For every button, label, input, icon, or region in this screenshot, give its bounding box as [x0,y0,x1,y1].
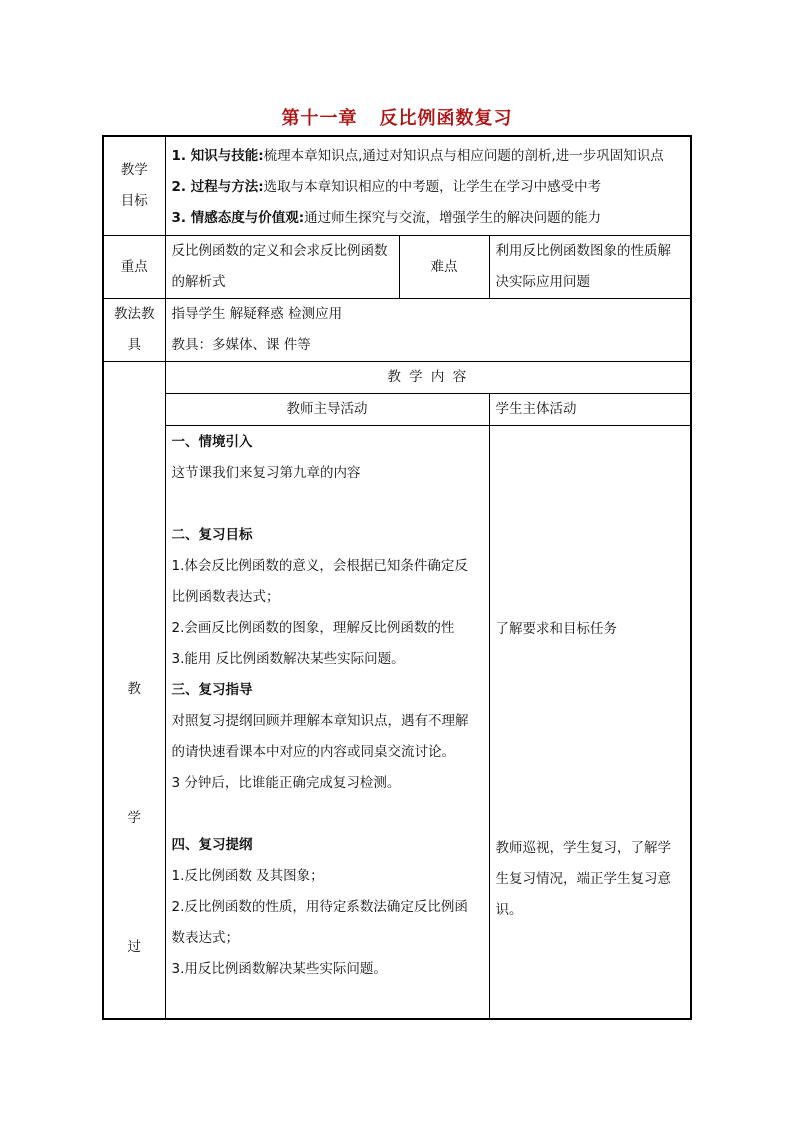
section-2-line: 2.会画反比例函数的图象，理解反比例函数的性 [171,620,455,637]
student-activity-2-line: 生复习情况，端正学生复习意 [495,871,671,888]
difficulty-content [489,236,691,299]
section-4-line: 2.反比例函数的性质，用待定系数法确定反比例函 [171,899,468,916]
chapter-topic: 反比例函数复习 [379,108,513,129]
methods-row [103,299,691,362]
student-activity-2-line: 识。 [495,902,523,919]
objectives-label-line2: 目标 [120,193,148,209]
methods-label-line2: 具 [127,337,141,353]
student-activity-content [489,426,691,1019]
section-1-text: 这节课我们来复习第九章的内容 [171,465,361,482]
section-2-line: 1.体会反比例函数的意义，会根据已知条件确定反 [171,558,468,575]
methods-content [165,299,691,362]
activity-header-row [103,394,691,426]
process-label-char-3: 过 [127,939,141,955]
keypoints-row [103,236,691,299]
difficulty-label: 难点 [399,236,489,299]
content-header: 教 学 内 容 [165,362,691,394]
methods-label [103,299,165,362]
student-activity-1: 了解要求和目标任务 [495,621,617,638]
key-line2: 的解析式 [171,274,226,290]
teacher-activity-content [165,426,489,1019]
section-4-title: 四、复习提纲 [171,837,253,854]
methods-line1: 指导学生 解疑释惑 检测应用 [171,306,343,322]
lesson-plan-table [102,135,692,1020]
section-2-line: 比例函数表达式； [171,589,280,606]
objective-item: 2. 过程与方法:选取与本章知识相应的中考题，让学生在学习中感受中考 [171,179,602,195]
section-3-line: 对照复习提纲回顾并理解本章知识点，遇有不理解 [171,713,469,730]
objectives-label [103,136,165,236]
section-3-line: 3 分钟后，比谁能正确完成复习检测。 [171,775,401,792]
objectives-label-line1: 教学 [120,162,148,178]
key-line1: 反比例函数的定义和会求反比例函数 [171,243,388,259]
activity-body-row [103,426,691,1019]
content-header-row [103,362,691,394]
objective-item: 3. 情感态度与价值观:通过师生探究与交流，增强学生的解决问题的能力 [171,210,602,226]
key-label: 重点 [103,236,165,299]
section-3-title: 三、复习指导 [171,682,253,699]
section-4-line: 数表达式； [171,930,239,947]
section-3-line: 的请快速看课本中对应的内容或同桌交流讨论。 [171,744,455,761]
section-2-title: 二、复习目标 [171,527,253,544]
teacher-activity-header: 教师主导活动 [165,394,489,426]
section-1-title: 一、情境引入 [171,434,253,451]
process-label-char-1: 教 [127,681,141,697]
process-label [103,362,165,1020]
objective-item: 1. 知识与技能:梳理本章知识点,通过对知识点与相应问题的剖析,进一步巩固知识点 [171,148,664,164]
chapter-number: 第十一章 [281,108,358,129]
key-content [165,236,399,299]
objectives-row [103,136,691,236]
section-2-line: 3.能用 反比例函数解决某些实际问题。 [171,651,405,668]
page-title [0,104,794,130]
difficulty-line1: 利用反比例函数图象的性质解 [495,243,671,259]
objectives-content [165,136,691,236]
student-activity-2-line: 教师巡视，学生复习，了解学 [495,840,671,857]
student-activity-2 [496,833,672,926]
section-4-line: 3.用反比例函数解决某些实际问题。 [171,961,387,978]
section-4-line: 1.反比例函数 及其图象； [171,868,324,885]
difficulty-line2: 决实际应用问题 [495,274,590,290]
methods-line2: 教具：多媒体、课 件等 [171,337,311,353]
process-label-char-2: 学 [127,810,141,826]
methods-label-line1: 教法教 [114,306,155,322]
student-activity-header: 学生主体活动 [489,394,691,426]
